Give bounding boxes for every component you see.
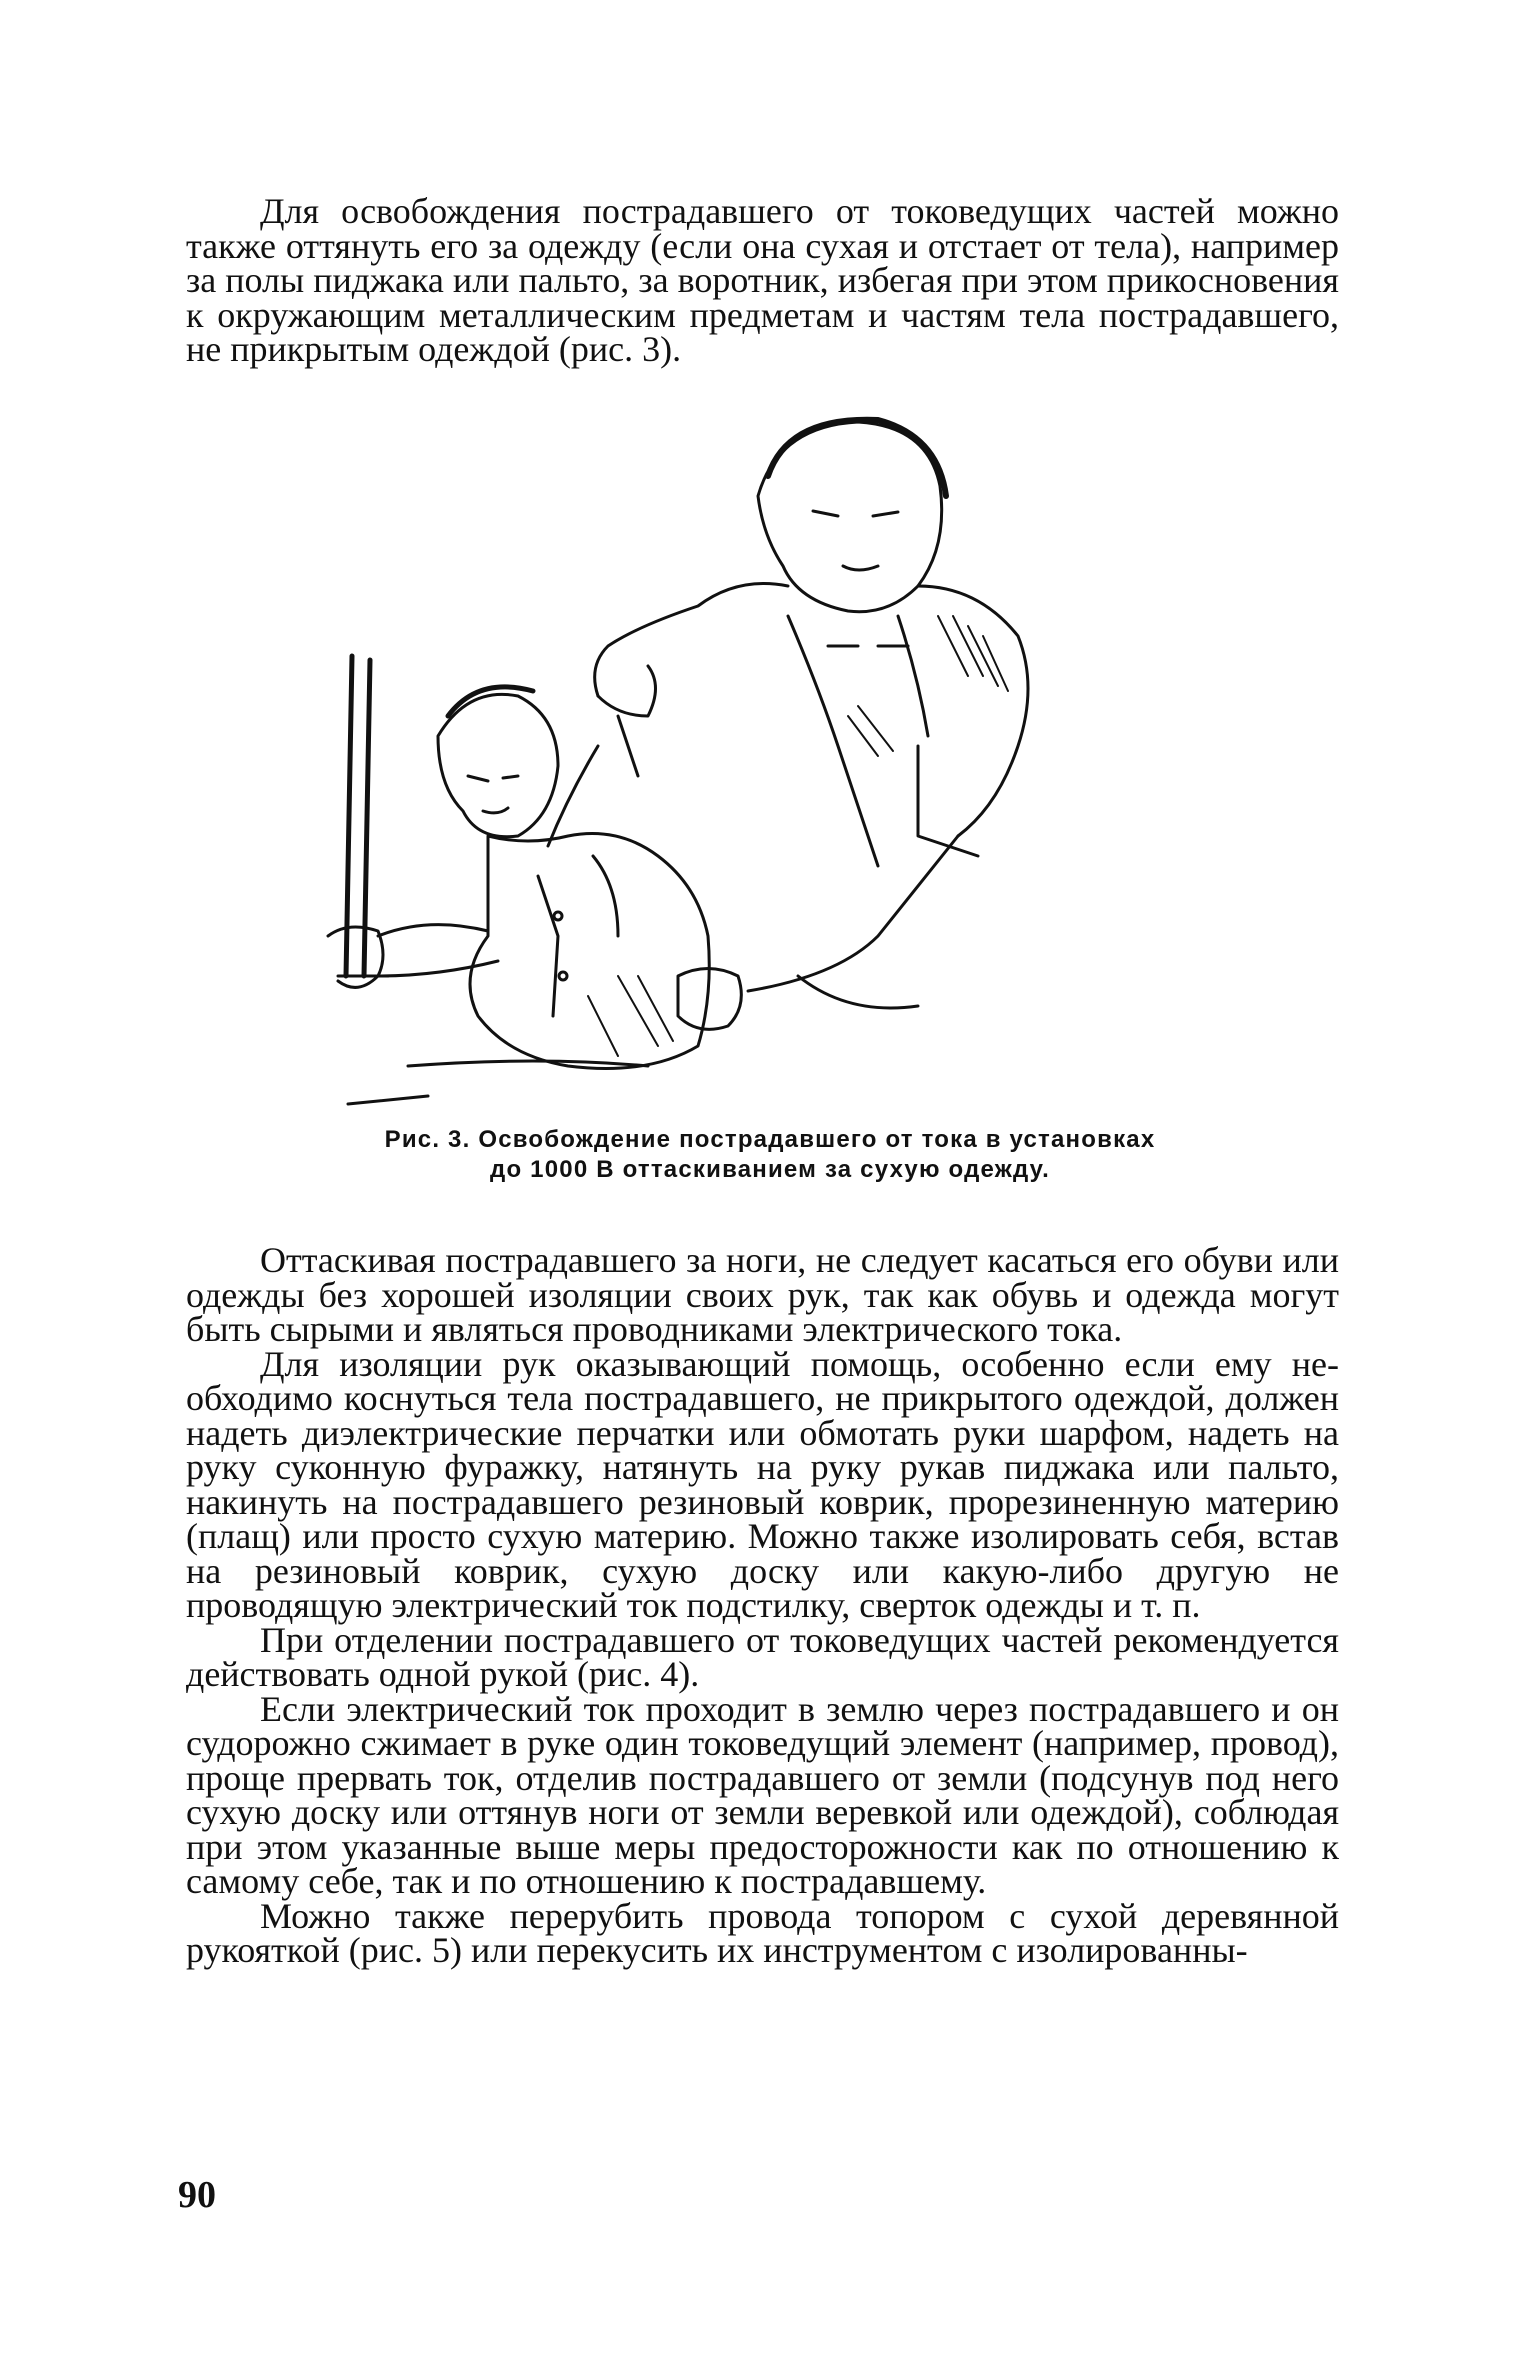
paragraph: Оттаскивая пострадавшего за ноги, не следует касаться его обуви или одежды без хорошей изоляции своих рук, так как обувь и одежда могут быть сырыми и являться проводниками электрического тока. — [186, 1240, 1339, 1349]
page-number: 90 — [178, 2174, 216, 2216]
paragraph: Если электрический ток проходит в землю через пострадавшего и он судорожно сжимает в руке один токоведущий элемент (например, провод), проще прервать ток, отделив пострадавшего от земли (подсунув под него сухую доску или оттянув ноги от земли веревкой или одеждой), соблюдая при этом указанные выше меры предосторожности как по отношению к самому себе, так и по отношению к пострадавшему. — [186, 1688, 1339, 1901]
paragraph: При отделении пострадавшего от токоведущих частей рекомендуется действовать одной рукой (рис. 4). — [186, 1619, 1339, 1694]
caption-line-1: Рис. 3. Освобождение пострадавшего от тока в установках — [384, 1126, 1156, 1153]
paragraph: Можно также перерубить провода топором с сухой деревянной рукояткой (рис. 5) или перекусить их инструментом с изолированны- — [186, 1895, 1339, 1970]
rescuer-pulling-victim-illustration — [318, 416, 1208, 1106]
paragraph: Для изоляции рук оказывающий помощь, особенно если ему необходимо коснуться тела пострадавшего, не прикрытого одеждой, должен надеть диэлектрические перчатки или обмотать руки шарфом, надеть на руку суконную фуражку, натянуть на руку рукав пиджака или пальто, накинуть на пострадавшего резиновый коврик, прорезиненную материю (плащ) или просто сухую материю. Можно также изолировать себя, встав на резиновый коврик, сухую доску или какую-либо другую не проводящую электрический ток подстилку, сверток одежды и т. п. — [186, 1343, 1339, 1625]
figure-caption — [340, 1125, 1200, 1185]
text-block-top — [186, 191, 1339, 369]
text-block-bottom — [186, 1240, 1339, 1970]
caption-line-2: до 1000 В оттаскиванием за сухую одежду. — [490, 1156, 1050, 1183]
figure-illustration — [318, 416, 1208, 1106]
paragraph: Для освобождения пострадавшего от токоведущих частей можно также оттянуть его за одежду (если она сухая и отстает от тела), например за полы пиджака или пальто, за воротник, избегая при этом прикосновения к окружающим металлическим предметам и частям тела пострадавшего, не прикрытым одеждой (рис. 3). — [186, 191, 1339, 369]
